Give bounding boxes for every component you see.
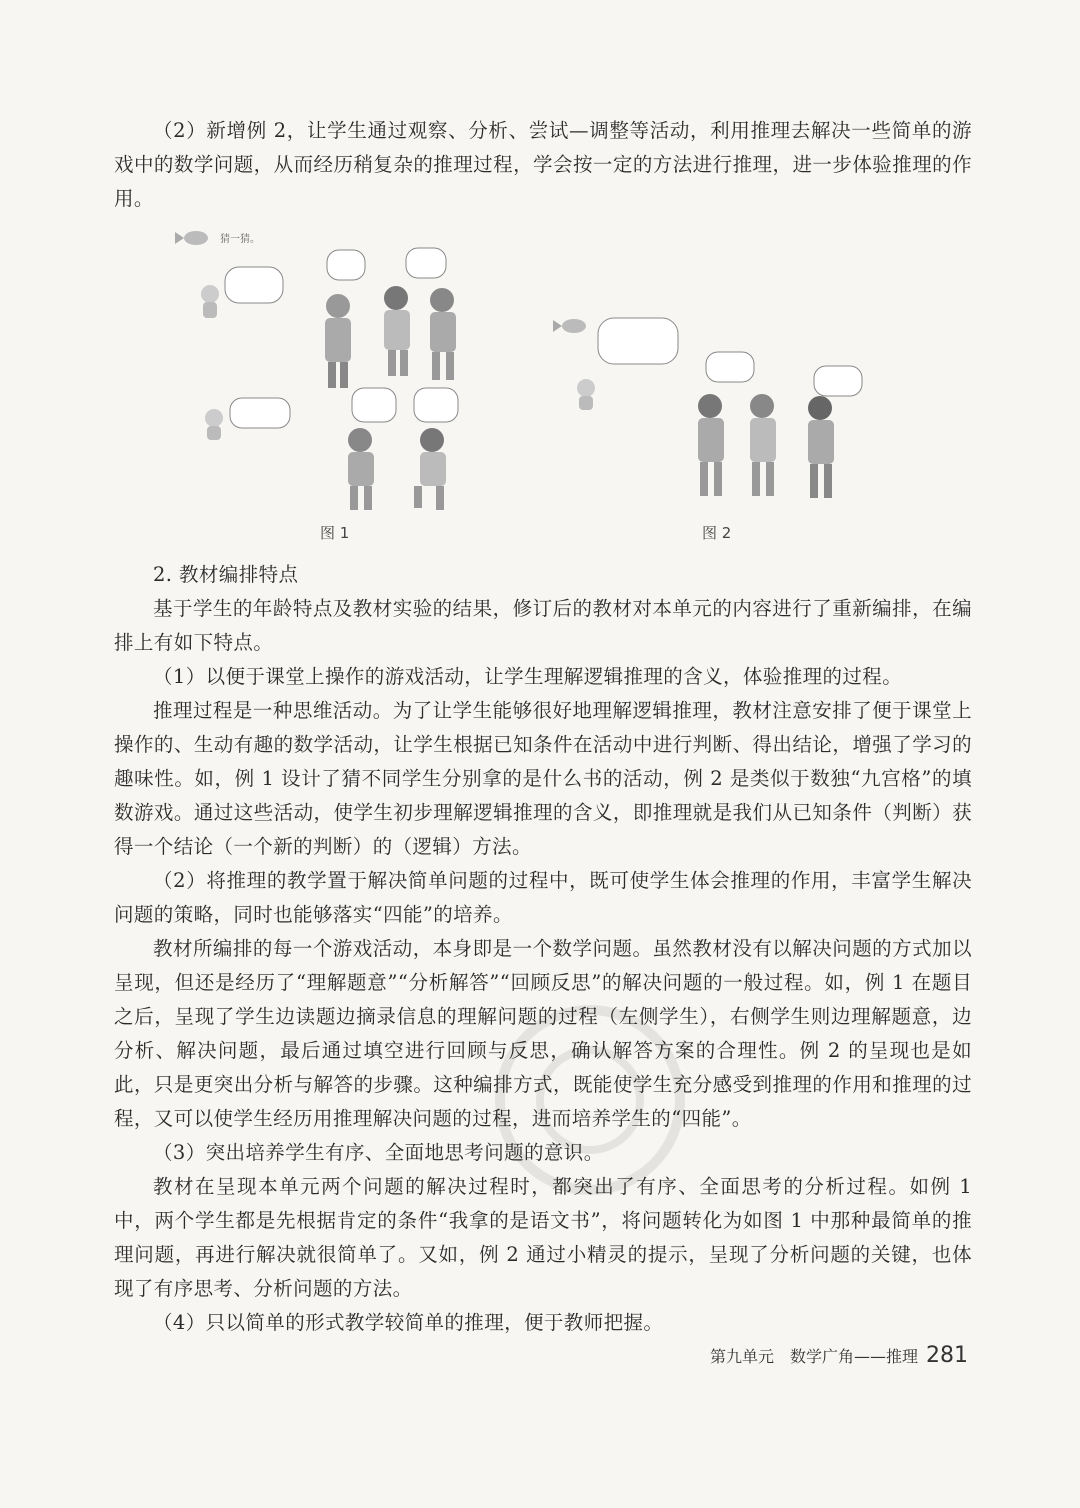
child-figure xyxy=(698,394,724,496)
section-paragraph: 教材在呈现本单元两个问题的解决过程时，都突出了有序、全面思考的分析过程。如例 1 中，两个学生都是先根据肯定的条件“我拿的是语文书”，将问题转化为如图 1 中那种最简单的推理问题，再进行解决就很简单了。又如，例 2 通过小精灵的提示，呈现了分析问题的关键，也体现了有序思考、分析问题的方法。 xyxy=(114,1175,972,1300)
child-figure xyxy=(414,428,446,510)
section-paragraph: （1）以便于课堂上操作的游戏活动，让学生理解逻辑推理的含义，体验推理的过程。 xyxy=(153,665,903,688)
child-figure xyxy=(384,286,410,376)
page-footer xyxy=(710,1343,968,1368)
chapter-title: 第九单元 数学广角——推理 xyxy=(709,1347,918,1366)
intro-block xyxy=(114,114,972,216)
speech-bubble xyxy=(225,267,283,303)
section-paragraph: 推理过程是一种思维活动。为了让学生能够很好地理解逻辑推理，教材注意安排了便于课堂上操作的、生动有趣的数学活动，让学生根据已知条件在活动中进行判断、得出结论，增强了学习的趣味性。如，例 1 设计了猜不同学生分别拿的是什么书的活动，例 2 是类似于数独“九宫格”的填数游戏。通过这些活动，使学生初步理解逻辑推理的含义，即推理就是我们从已知条件（判断）获得一个结论（一个新的判断）的（逻辑）方法。 xyxy=(114,699,972,858)
fish-icon xyxy=(175,231,208,245)
child-figure xyxy=(325,294,351,388)
figure-1-illustration xyxy=(170,222,490,522)
child-figure xyxy=(348,428,374,510)
illustration-area xyxy=(170,222,970,552)
section-block xyxy=(114,558,972,1340)
elf-icon xyxy=(205,409,223,440)
figure-2-caption: 图 2 xyxy=(702,524,732,542)
child-figure xyxy=(808,396,834,498)
watermark-logo xyxy=(480,1000,700,1200)
speech-bubble xyxy=(598,318,678,364)
figure-note: 猜一猜。 xyxy=(220,234,260,245)
page-number: 281 xyxy=(926,1343,968,1368)
section-paragraph: （3）突出培养学生有序、全面地思考问题的意识。 xyxy=(153,1141,604,1164)
child-figure xyxy=(430,288,456,380)
child-figure xyxy=(750,394,776,496)
elf-icon xyxy=(201,285,219,318)
section-paragraph: 基于学生的年龄特点及教材实验的结果，修订后的教材对本单元的内容进行了重新编排，在编排上有如下特点。 xyxy=(114,597,972,654)
fish-icon xyxy=(553,319,586,333)
section-paragraph: 教材所编排的每一个游戏活动，本身即是一个数学问题。虽然教材没有以解决问题的方式加以呈现，但还是经历了“理解题意”“分析解答”“回顾反思”的解决问题的一般过程。如，例 1 在题目之后，呈现了学生边读题边摘录信息的理解问题的过程（左侧学生），右侧学生则边理解题意，边分析、解决问题，最后通过填空进行回顾与反思，确认解答方案的合理性。例 2 的呈现也是如此，只是更突出分析与解答的步骤。这种编排方式，既能使学生充分感受到推理的作用和推理的过程，又可以使学生经历用推理解决问题的过程，进而培养学生的“四能”。 xyxy=(114,937,972,1130)
section-paragraph: （4）只以简单的形式教学较简单的推理，便于教师把握。 xyxy=(153,1311,664,1334)
section-title: 2. 教材编排特点 xyxy=(153,563,299,586)
intro-paragraph: （2）新增例 2，让学生通过观察、分析、尝试—调整等活动，利用推理去解决一些简单的游戏中的数学问题，从而经历稍复杂的推理过程，学会按一定的方法进行推理，进一步体验推理的作用。 xyxy=(114,119,972,210)
figure-1-caption: 图 1 xyxy=(320,524,350,542)
figure-2-illustration xyxy=(548,306,908,516)
elf-icon xyxy=(577,379,595,410)
section-paragraph: （2）将推理的教学置于解决简单问题的过程中，既可使学生体会推理的作用，丰富学生解决问题的策略，同时也能够落实“四能”的培养。 xyxy=(114,869,972,926)
